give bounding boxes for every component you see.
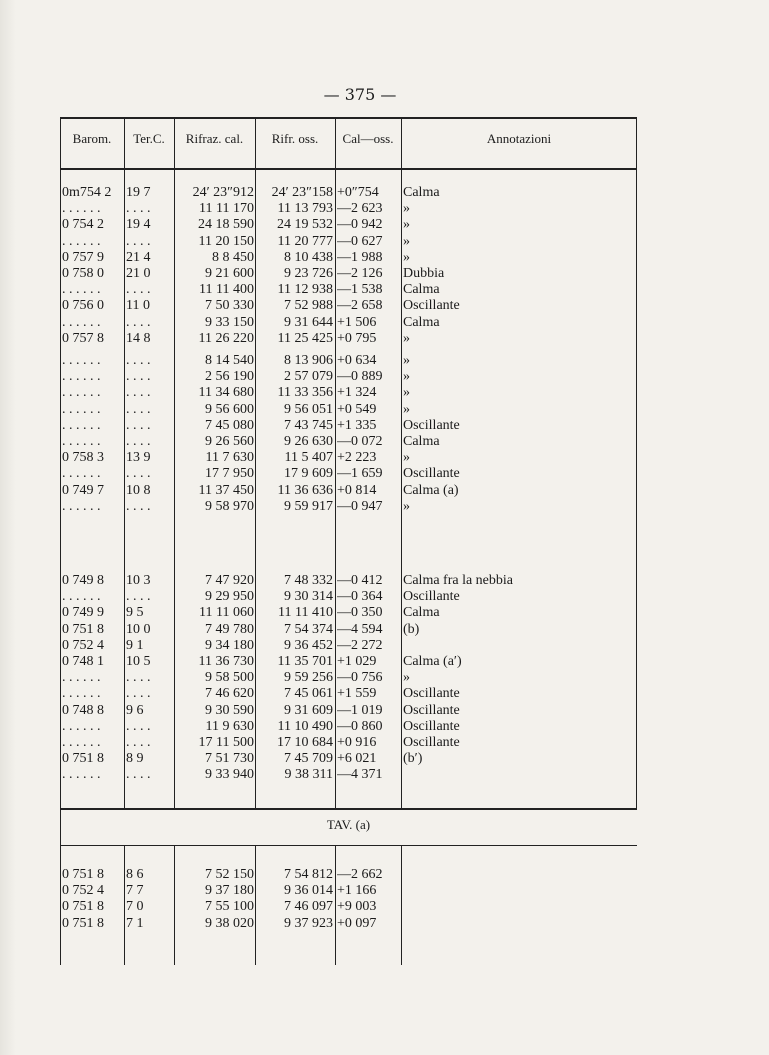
rifraz-cell: 9 38 020 (205, 915, 254, 931)
annot-cell: Calma (403, 434, 440, 449)
rifr-cell: 11 36 636 (277, 482, 333, 498)
calobs-cell: +0 916 (337, 735, 377, 750)
annot-cell: Oscillante (403, 589, 460, 605)
calobs-cell: +0 549 (337, 401, 377, 417)
annot-cell: » (403, 201, 410, 217)
rifr-cell: 11 33 356 (277, 385, 333, 401)
table-row (60, 703, 637, 719)
ter-cell: . . . . (126, 589, 151, 605)
rifraz-cell: 9 33 150 (205, 314, 254, 330)
calobs-cell: —0 072 (337, 434, 383, 449)
ter-cell: . . . . (126, 735, 151, 750)
rifraz-cell: 7 50 330 (205, 298, 254, 314)
rifr-cell: 9 36 014 (284, 883, 333, 899)
table-row (60, 402, 637, 418)
annot-cell: » (403, 498, 410, 514)
ter-cell: . . . . (126, 233, 151, 249)
header-rifr: Rifr. oss. (271, 131, 319, 146)
barom-cell: . . . . . . (62, 282, 101, 298)
barom-cell: . . . . . . (62, 718, 101, 734)
rifr-cell: 24′ 23″158 (271, 185, 333, 200)
ter-cell: . . . . (126, 282, 151, 298)
barom-cell-leader: . . . . . . (62, 417, 101, 433)
barom-cell: 0 749 8 (62, 573, 104, 588)
barom-cell-leader: . . . . . . (62, 353, 101, 368)
tav-row (60, 867, 637, 883)
rifr-cell: 11 35 701 (277, 654, 333, 669)
table-row (60, 298, 637, 314)
ter-cell: . . . . (126, 686, 151, 702)
rifraz-cell: 11 34 680 (198, 385, 254, 401)
table-row (60, 573, 637, 589)
annot-cell: Oscillante (403, 298, 460, 314)
calobs-cell: +1 166 (337, 883, 377, 899)
ter-cell-leader: . . . . (126, 401, 151, 417)
table-row (60, 767, 637, 783)
table-row (60, 670, 637, 686)
ter-cell: . . . . (126, 466, 151, 482)
calobs-cell: +6 021 (337, 751, 377, 767)
annot-cell: » (403, 369, 410, 385)
annot-cell: Oscillante (403, 735, 460, 750)
page-edge (0, 0, 16, 1055)
table-row (60, 250, 637, 266)
calobs-cell: —1 988 (337, 249, 383, 265)
rifr-cell: 11 11 410 (278, 605, 333, 621)
header-barom: Barom. (72, 131, 112, 146)
table-row (60, 450, 637, 466)
rifr-cell: 2 57 079 (284, 369, 333, 385)
calobs-cell: —1 659 (337, 466, 383, 482)
table-row (60, 638, 637, 654)
calobs-cell: —0 627 (337, 233, 383, 249)
annot-cell: Oscillante (403, 702, 460, 718)
barom-cell: 0 748 8 (62, 702, 104, 718)
rifraz-cell: 11 20 150 (198, 233, 254, 249)
table-row (60, 735, 637, 751)
annot-cell: » (403, 670, 410, 686)
rifr-cell: 9 30 314 (284, 589, 333, 605)
barom-cell: . . . . . . (62, 670, 101, 686)
tav-row (60, 899, 637, 915)
barom-cell: . . . . . . (62, 466, 101, 482)
calobs-cell: —0 364 (337, 589, 383, 605)
rifraz-cell: 9 58 500 (205, 670, 254, 686)
annot-cell: Oscillante (403, 718, 460, 734)
rifr-cell: 9 56 051 (284, 401, 333, 417)
rifr-cell: 17 9 609 (284, 466, 333, 482)
rifraz-cell: 9 34 180 (205, 637, 254, 653)
barom-cell: . . . . . . (62, 314, 101, 330)
ter-cell-leader: . . . . (126, 353, 151, 368)
calobs-cell: +0 814 (337, 482, 377, 498)
barom-cell: 0 756 0 (62, 298, 104, 314)
table-row (60, 499, 637, 515)
ter-cell: . . . . (126, 498, 151, 514)
ter-cell: . . . . (126, 314, 151, 330)
calobs-cell: —0 860 (337, 718, 383, 734)
barom-cell: 0 751 8 (62, 915, 104, 931)
ter-cell: . . . . (126, 670, 151, 686)
barom-cell: . . . . . . (62, 686, 101, 702)
table-row (60, 353, 637, 369)
rifraz-cell: 9 58 970 (205, 498, 254, 514)
rifr-cell: 7 52 988 (284, 298, 333, 314)
annot-cell: Oscillante (403, 686, 460, 702)
barom-cell: 0 751 8 (62, 867, 104, 882)
calobs-cell: —0 412 (337, 573, 383, 588)
annot-cell: Calma (403, 282, 440, 298)
calobs-cell: —2 623 (337, 201, 383, 217)
calobs-cell: +0″754 (337, 185, 379, 200)
table-row (60, 622, 637, 638)
table-row (60, 201, 637, 217)
annot-cell: » (403, 450, 410, 466)
rifr-cell: 9 36 452 (284, 637, 333, 653)
barom-cell: 0m754 2 (62, 185, 112, 200)
table-row (60, 185, 637, 201)
ter-cell: 19 7 (126, 185, 151, 200)
ter-cell: 10 0 (126, 621, 151, 637)
rifr-cell: 7 45 709 (284, 751, 333, 767)
ter-cell: 9 5 (126, 605, 144, 621)
annot-cell: (b′) (403, 751, 423, 767)
rifr-cell: 11 20 777 (277, 233, 333, 249)
annot-cell: » (403, 353, 410, 368)
barom-cell: . . . . . . (62, 767, 101, 783)
annot-cell: » (403, 233, 410, 249)
header-rule (60, 168, 637, 170)
rifraz-cell: 9 29 950 (205, 589, 254, 605)
rifraz-cell: 8 8 450 (212, 249, 254, 265)
table-row (60, 418, 637, 434)
ter-cell: 7 0 (126, 899, 144, 915)
barom-cell: 0 758 0 (62, 266, 104, 281)
table-row (60, 234, 637, 250)
rifr-cell: 11 13 793 (277, 201, 333, 217)
calobs-cell: +9 003 (337, 899, 377, 915)
table-row (60, 434, 637, 450)
annot-cell: » (403, 385, 410, 401)
calobs-cell: —1 019 (337, 702, 383, 718)
calobs-cell: —4 371 (337, 767, 383, 783)
rifraz-cell: 9 33 940 (205, 767, 254, 783)
ter-cell: 7 1 (126, 915, 144, 931)
header-calobs: Cal—oss. (342, 131, 394, 146)
calobs-cell: +1 335 (337, 417, 377, 433)
barom-cell: . . . . . . (62, 233, 101, 249)
header-ter: Ter.C. (133, 131, 165, 146)
rifr-cell: 11 25 425 (277, 330, 333, 346)
rifraz-cell: 7 49 780 (205, 621, 254, 637)
calobs-cell: +0 634 (337, 353, 377, 368)
header-annot: Annotazioni (486, 131, 552, 146)
header-rifraz: Rifraz. cal. (185, 131, 244, 146)
barom-cell: 0 752 4 (62, 637, 104, 653)
rifr-cell: 7 54 374 (284, 621, 333, 637)
rifraz-cell: 9 37 180 (205, 883, 254, 899)
calobs-cell: +1 559 (337, 686, 377, 702)
ter-cell-leader: . . . . (126, 434, 151, 449)
table-row (60, 282, 637, 298)
rifraz-cell: 11 7 630 (205, 450, 254, 466)
rifraz-cell: 11 26 220 (198, 330, 254, 346)
annot-cell: Calma (a′) (403, 654, 462, 669)
table-row (60, 719, 637, 735)
rifr-cell: 7 46 097 (284, 899, 333, 915)
rifraz-cell: 7 51 730 (205, 751, 254, 767)
calobs-cell: —0 889 (337, 369, 383, 385)
table-row (60, 331, 637, 347)
tav-row (60, 916, 637, 932)
calobs-cell: —2 126 (337, 266, 383, 281)
rifr-cell: 9 31 644 (284, 314, 333, 330)
rifraz-cell: 17 11 500 (198, 735, 254, 750)
barom-cell: 0 758 3 (62, 450, 104, 466)
rifr-cell: 11 10 490 (277, 718, 333, 734)
rifr-cell: 8 13 906 (284, 353, 333, 368)
ter-cell-leader: . . . . (126, 385, 151, 401)
rifraz-cell: 7 46 620 (205, 686, 254, 702)
ter-cell-leader: . . . . (126, 417, 151, 433)
calobs-cell: —0 947 (337, 498, 383, 514)
table-row (60, 266, 637, 282)
barom-cell-leader: . . . . . . (62, 401, 101, 417)
calobs-cell: —0 350 (337, 605, 383, 621)
observation-table (60, 117, 637, 965)
ter-cell: 11 0 (126, 298, 150, 314)
rifr-cell: 9 26 630 (284, 434, 333, 449)
annot-cell: » (403, 401, 410, 417)
rifraz-cell: 9 30 590 (205, 702, 254, 718)
barom-cell-leader: . . . . . . (62, 434, 101, 449)
ter-cell: . . . . (126, 767, 151, 783)
ter-cell: 9 6 (126, 702, 144, 718)
rifraz-cell: 11 11 060 (199, 605, 254, 621)
ter-cell-leader: . . . . (126, 369, 151, 385)
rifraz-cell: 24′ 23″912 (192, 185, 254, 200)
barom-cell: 0 749 7 (62, 482, 104, 498)
rifr-cell: 9 23 726 (284, 266, 333, 281)
barom-cell: 0 748 1 (62, 654, 104, 669)
calobs-cell: +2 223 (337, 450, 377, 466)
ter-cell: 21 0 (126, 266, 151, 281)
table-row (60, 654, 637, 670)
rifr-cell: 9 59 917 (284, 498, 333, 514)
calobs-cell: +0 795 (337, 330, 377, 346)
rifr-cell: 7 54 812 (284, 867, 333, 882)
ter-cell: 21 4 (126, 249, 151, 265)
rifr-cell: 7 43 745 (284, 417, 333, 433)
barom-cell: 0 757 9 (62, 249, 104, 265)
rifr-cell: 7 48 332 (284, 573, 333, 588)
barom-cell-leader: . . . . . . (62, 385, 101, 401)
rifr-cell: 7 45 061 (284, 686, 333, 702)
rifraz-cell: 24 18 590 (198, 217, 254, 233)
calobs-cell: —2 662 (337, 867, 383, 882)
table-row (60, 589, 637, 605)
ter-cell: 10 3 (126, 573, 151, 588)
calobs-cell: +1 324 (337, 385, 377, 401)
table-row (60, 483, 637, 499)
table-row (60, 369, 637, 385)
rifraz-cell: 9 56 600 (205, 401, 254, 417)
rifraz-cell: 2 56 190 (205, 369, 254, 385)
tav-row (60, 883, 637, 899)
ter-cell: 10 8 (126, 482, 151, 498)
barom-cell: 0 757 8 (62, 330, 104, 346)
rifr-cell: 9 38 311 (284, 767, 333, 783)
barom-cell: 0 752 4 (62, 883, 104, 899)
calobs-cell: —2 658 (337, 298, 383, 314)
calobs-cell: +1 029 (337, 654, 377, 669)
barom-cell: 0 751 8 (62, 751, 104, 767)
table-row (60, 605, 637, 621)
ter-cell: 10 5 (126, 654, 151, 669)
annot-cell: Calma (403, 314, 440, 330)
ter-cell: . . . . (126, 718, 151, 734)
rifraz-cell: 7 45 080 (205, 417, 254, 433)
page-number: — 375 — (323, 85, 397, 104)
annot-cell: Calma fra la nebbia (403, 573, 514, 588)
ter-cell: 9 1 (126, 637, 144, 653)
table-row (60, 315, 637, 331)
rifraz-cell: 11 9 630 (205, 718, 254, 734)
barom-cell: . . . . . . (62, 201, 101, 217)
annot-cell: Calma (403, 185, 440, 200)
calobs-cell: +0 097 (337, 915, 377, 931)
ter-cell: 13 9 (126, 450, 151, 466)
rifraz-cell: 11 11 170 (199, 201, 254, 217)
rifraz-cell: 11 11 400 (199, 282, 254, 298)
rifr-cell: 11 12 938 (277, 282, 333, 298)
rifraz-cell: 11 36 730 (198, 654, 254, 669)
calobs-cell: —0 942 (337, 217, 383, 233)
barom-cell: . . . . . . (62, 589, 101, 605)
calobs-cell: —4 594 (337, 621, 383, 637)
ter-cell: . . . . (126, 201, 151, 217)
calobs-cell: —2 272 (337, 637, 383, 653)
rifr-cell: 17 10 684 (277, 735, 333, 750)
annot-cell: Calma (a) (403, 482, 459, 498)
barom-cell: 0 754 2 (62, 217, 104, 233)
barom-cell-leader: . . . . . . (62, 369, 101, 385)
rifraz-cell: 17 7 950 (205, 466, 254, 482)
rifr-cell: 8 10 438 (284, 249, 333, 265)
table-row (60, 686, 637, 702)
ter-cell: 8 9 (126, 751, 144, 767)
table-row (60, 385, 637, 401)
table-row (60, 466, 637, 482)
ter-cell: 19 4 (126, 217, 151, 233)
table-row (60, 217, 637, 233)
table-row (60, 751, 637, 767)
rifraz-cell: 7 55 100 (205, 899, 254, 915)
annot-cell: » (403, 330, 410, 346)
table-top-rule (60, 117, 637, 119)
rifraz-cell: 9 21 600 (205, 266, 254, 281)
barom-cell: 0 749 9 (62, 605, 104, 621)
tav-bottom-rule (60, 845, 637, 846)
barom-cell: . . . . . . (62, 735, 101, 750)
annot-cell: » (403, 249, 410, 265)
calobs-cell: +1 506 (337, 314, 377, 330)
barom-cell: 0 751 8 (62, 621, 104, 637)
calobs-cell: —1 538 (337, 282, 383, 298)
annot-cell: Calma (403, 605, 440, 621)
rifraz-cell: 11 37 450 (198, 482, 254, 498)
annot-cell: Oscillante (403, 417, 460, 433)
annot-cell: Dubbia (403, 266, 445, 281)
rifraz-cell: 9 26 560 (205, 434, 254, 449)
ter-cell: 14 8 (126, 330, 151, 346)
annot-cell: Oscillante (403, 466, 460, 482)
rifraz-cell: 7 47 920 (205, 573, 254, 588)
barom-cell: 0 751 8 (62, 899, 104, 915)
barom-cell: . . . . . . (62, 498, 101, 514)
ter-cell: 7 7 (126, 883, 144, 899)
annot-cell: » (403, 217, 410, 233)
rifr-cell: 9 37 923 (284, 915, 333, 931)
ter-cell: 8 6 (126, 867, 144, 882)
rifr-cell: 11 5 407 (284, 450, 333, 466)
annot-cell: (b) (403, 621, 420, 637)
rifr-cell: 9 31 609 (284, 702, 333, 718)
rifraz-cell: 7 52 150 (205, 867, 254, 882)
tav-title: TAV. (a) (326, 817, 371, 832)
tav-top-rule (60, 808, 637, 810)
rifraz-cell: 8 14 540 (205, 353, 254, 368)
rifr-cell: 9 59 256 (284, 670, 333, 686)
calobs-cell: —0 756 (337, 670, 383, 686)
rifr-cell: 24 19 532 (277, 217, 333, 233)
